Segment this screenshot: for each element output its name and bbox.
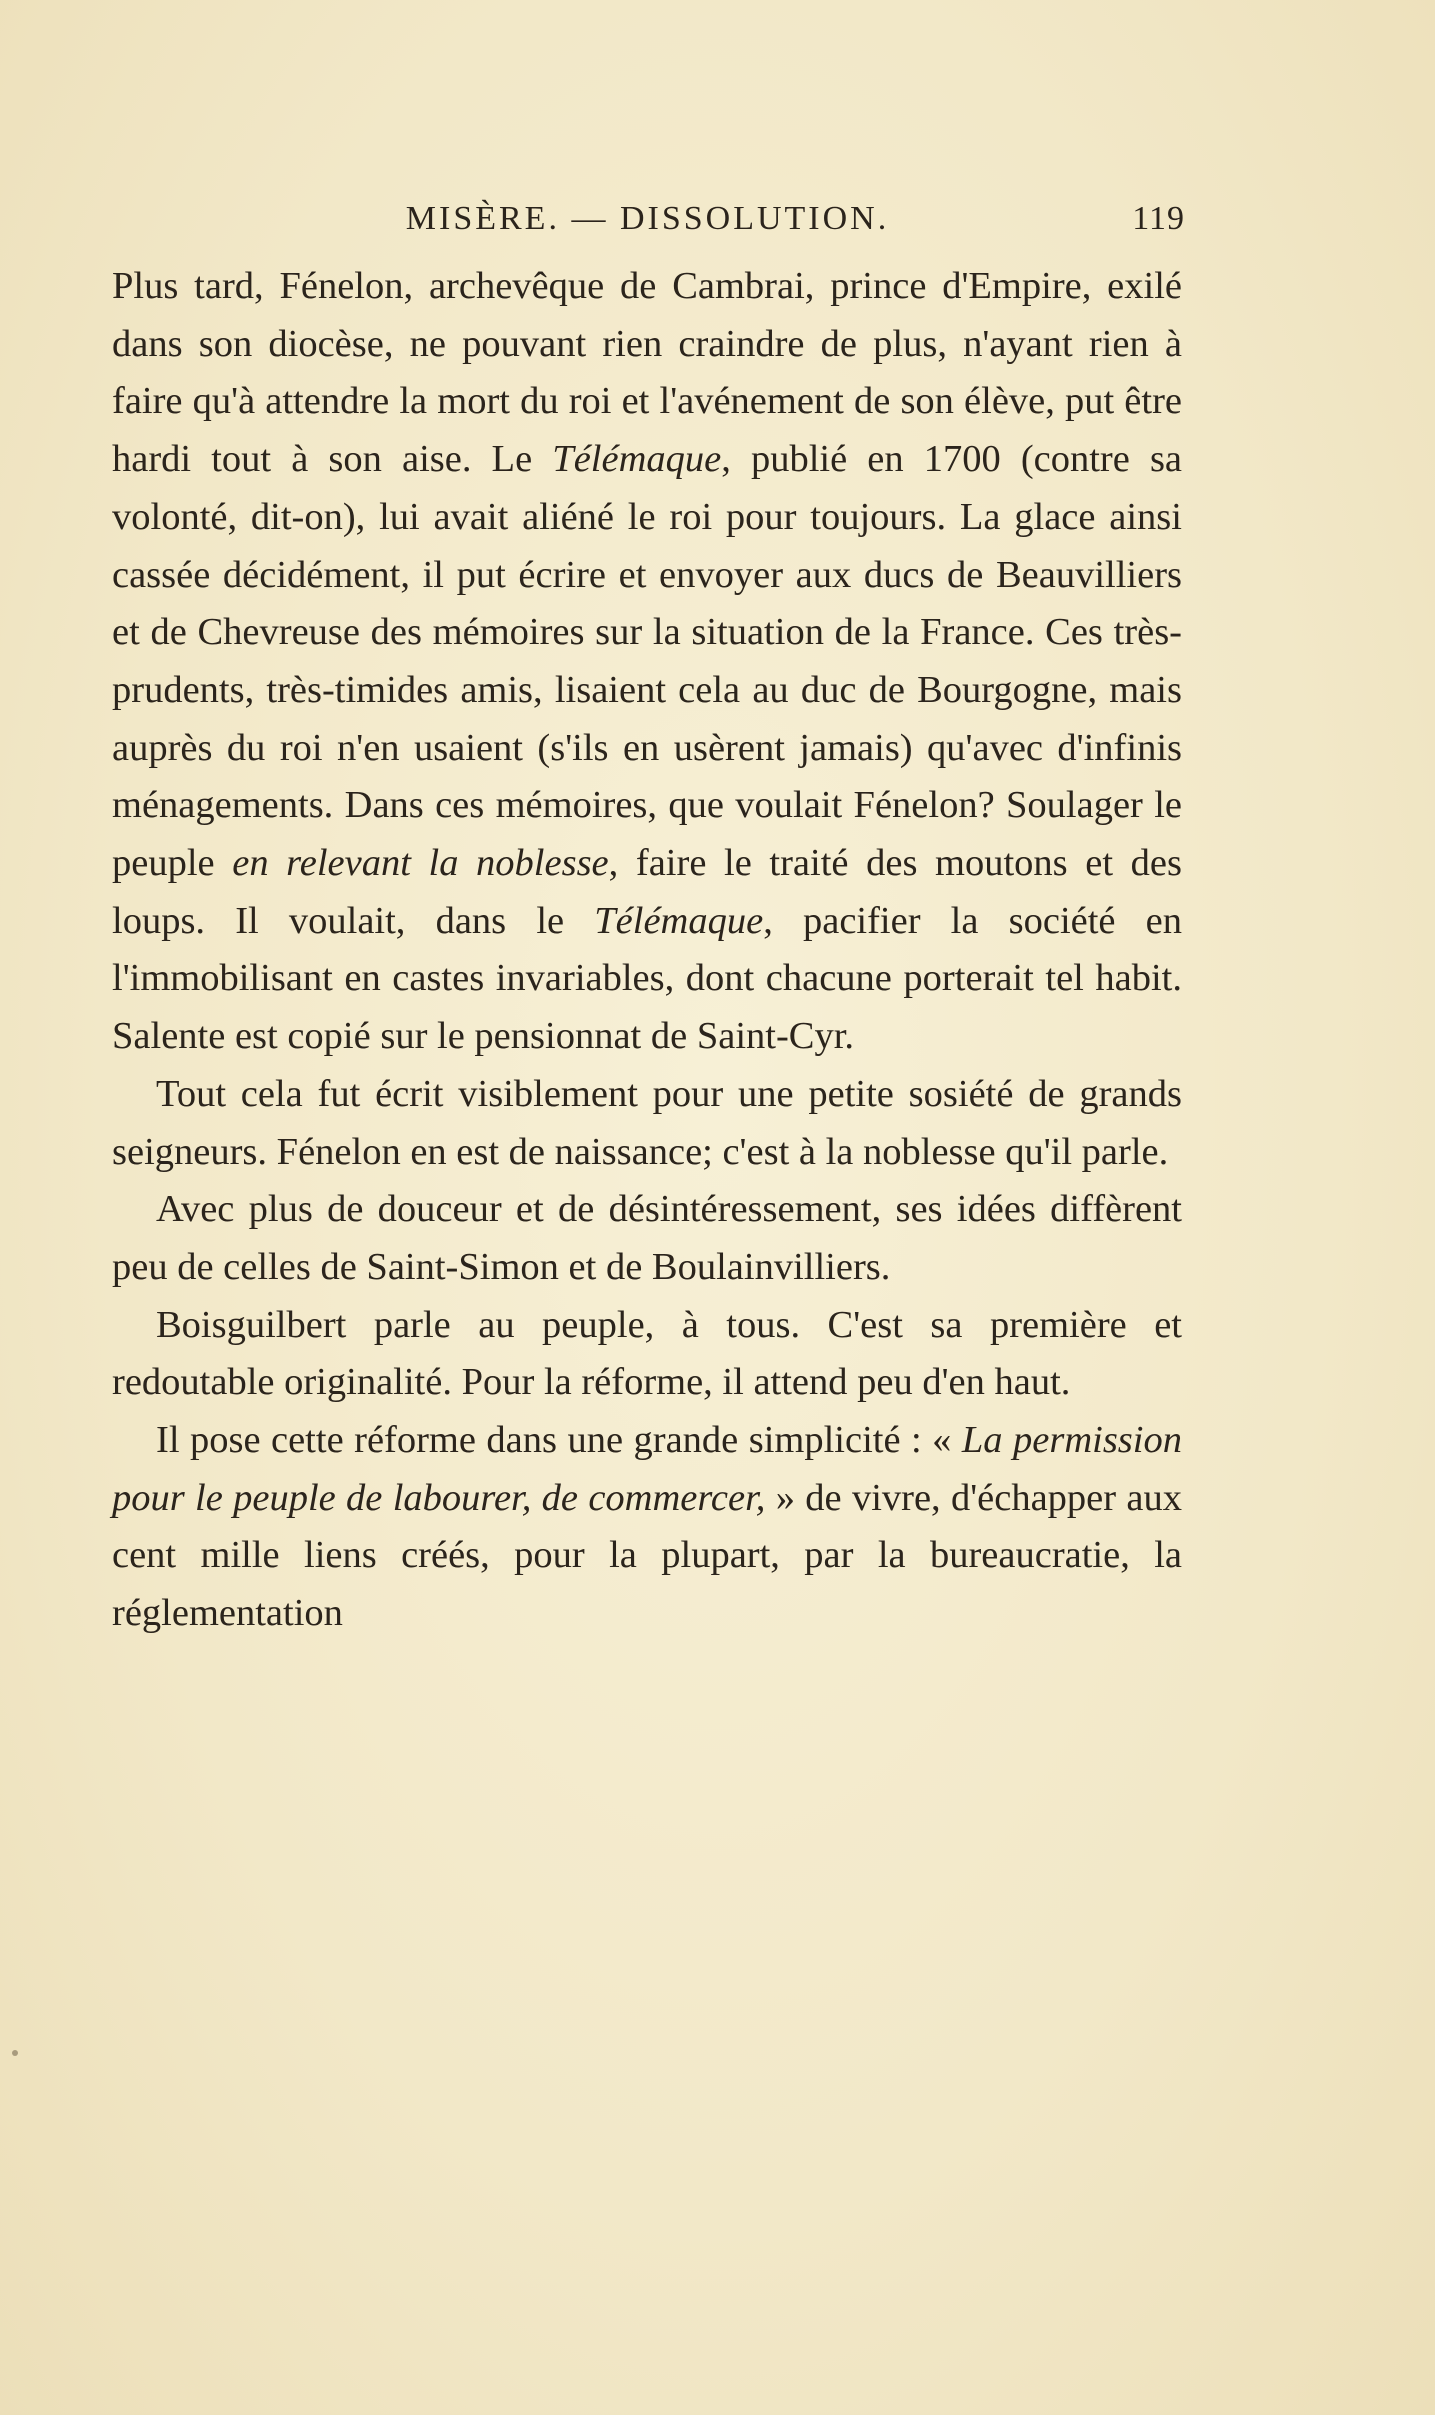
paragraph-5 [112, 1412, 1182, 1643]
paragraph-2: Tout cela fut écrit visiblement pour une petite sosiété de grands seigneurs. Fénelon en est de naissance; c'est à la noblesse qu'il parle. [112, 1072, 1182, 1173]
paragraph-5-text-a: Il pose cette réforme dans une grande simplicité : « [156, 1419, 962, 1462]
paragraph-5-text-b: » de vivre, d'échapper aux cent mille liens créés, pour la plupart, par la bureaucratie, la réglementation [112, 1476, 1182, 1635]
emphasis-relevant-noblesse: en relevant la noblesse [232, 842, 609, 885]
paragraph-1-text-a: Plus tard, Fénelon, archevêque de Cambrai, prince d'Empire, exilé dans son diocèse, ne pouvant rien craindre de plus, n'ayant rien à faire qu'à attendre la mort du roi et l'avénement de son élève, put être hardi tout à son aise. Le [112, 265, 1182, 481]
paragraph-3: Avec plus de douceur et de désintéressement, ses idées diffèrent peu de celles de Saint-Simon et de Boulainvilliers. [112, 1188, 1182, 1288]
running-head [110, 196, 1185, 246]
title-telemaque-2: Télémaque [594, 899, 764, 942]
emphasis-permission: La permission pour le peuple de labourer, de commercer, [112, 1419, 1182, 1519]
paragraph-1 [112, 258, 1182, 1066]
title-telemaque: Télémaque [552, 438, 722, 481]
page-number: 119 [1132, 200, 1185, 237]
paragraph-4: Boisguilbert parle au peuple, à tous. C'est sa première et redoutable originalité. Pour la réforme, il attend peu d'en haut. [112, 1303, 1182, 1404]
margin-speck [12, 2050, 18, 2056]
running-title: MISÈRE. — DISSOLUTION. [405, 200, 890, 237]
paragraph-1-text-c: , faire le traité des moutons et des loups. Il voulait, dans le [112, 842, 1182, 942]
paragraph-1-text-d: , pacifier la société en l'immobilisant en castes invariables, dont chacune porterait tel habit. Salente est copié sur le pensionnat de Saint-Cyr. [112, 899, 1183, 1058]
text-block [112, 258, 1182, 1643]
paragraph-1-text-b: , publié en 1700 (contre sa volonté, dit-on), lui avait aliéné le roi pour toujours. La glace ainsi cassée décidément, il put écrire et envoyer aux ducs de Beauvilliers et de Chevreuse des mémoires sur la situation de la France. Ces très-prudents, très-timides amis, lisaient cela au duc de Bourgogne, mais auprès du roi n'en usaient (s'ils en usèrent jamais) qu'avec d'infinis ménagements. Dans ces mémoires, que voulait Fénelon? Soulager le peuple [112, 438, 1183, 885]
